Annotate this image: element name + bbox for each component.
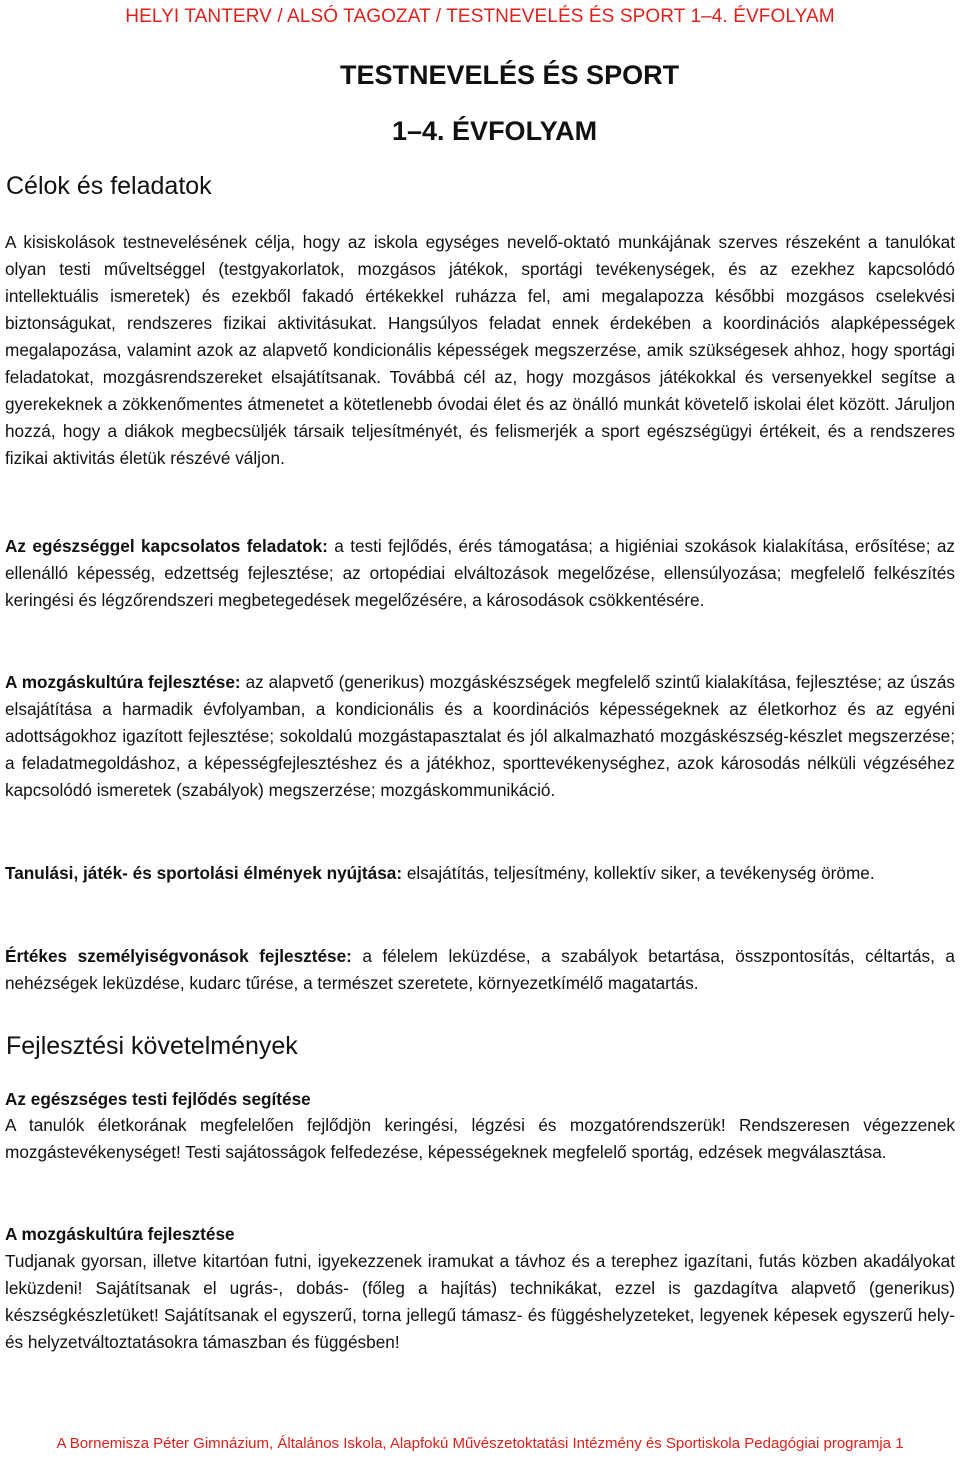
document-title: TESTNEVELÉS ÉS SPORT [340, 60, 680, 90]
running-header: HELYI TANTERV / ALSÓ TAGOZAT / TESTNEVELÉS ÉS SPORT 1–4. ÉVFOLYAM [125, 6, 835, 27]
personality-label: Értékes személyiségvonások fejlesztése: [5, 946, 352, 966]
paragraph-experiences [5, 860, 955, 887]
page-number: 1 [895, 1435, 904, 1452]
experiences-label: Tanulási, játék- és sportolási élmények nyújtása: [5, 863, 403, 883]
section-heading-goals: Célok és feladatok [6, 172, 212, 200]
paragraph-healthy-development: A tanulók életkorának megfelelően fejlődjön keringési, légzési és mozgatórendszerük! Rendszeresen végezzenek mozgástevékenységet! Testi sajátosságok felfedezése, képességeknek megfelelő sportág, edzések megválasztása. [5, 1115, 955, 1162]
subheading-healthy-development: Az egészséges testi fejlődés segítése [5, 1089, 311, 1109]
paragraph-personality [5, 943, 955, 997]
paragraph-intro: A kisiskolások testnevelésének célja, hogy az iskola egységes nevelő-oktató munkájának szerves részeként a tanulókat olyan testi műveltséggel (testgyakorlatok, mozgásos játékok, sportági tevékenységek, és az ezekhez kapcsolódó intellektuális ismeretek) és ezekből fakadó értékekkel ruházza fel, ami megalapozza későbbi mozgásos cselekvési biztonságukat, rendszeres fizikai aktivitásukat. Hangsúlyos feladat ennek érdekében a koordinációs alapképességek megalapozása, valamint azok az alapvető kondicionális képességek megszerzése, amik szükségesek ahhoz, hogy sportági feladatokat, mozgásrendszereket elsajátítsanak. Továbbá cél az, hogy mozgásos játékokkal és versenyekkel segítse a gyerekeknek a zökkenőmentes átmenetet a kötetlenebb óvodai élet és az önálló munkát követelő iskolai élet között. Járuljon hozzá, hogy a diákok megbecsüljék társaik teljesítményét, és felismerjék a sport egészségügyi értékeit, és a rendszeres fizikai aktivitás életük részévé váljon. [5, 232, 955, 468]
health-tasks-text: a testi fejlődés, érés támogatása; a higiéniai szokások kialakítása, erősítése; az ellenálló képesség, edzettség fejlesztése; az ortopédiai elváltozások megelőzése, ellensúlyozása; megfelelő felkészítés keringési és légzőrendszeri megbetegedések megelőzésére, a károsodások csökkentésére. [5, 536, 956, 610]
section-heading-requirements: Fejlesztési követelmények [6, 1032, 298, 1060]
movement-culture-label: A mozgáskultúra fejlesztése: [5, 672, 241, 692]
experiences-text: elsajátítás, teljesítmény, kollektív siker, a tevékenység öröme. [402, 863, 875, 883]
movement-culture-text: az alapvető (generikus) mozgáskészségek megfelelő szintű kialakítása, fejlesztése; az úszás elsajátítása a harmadik évfolyamban, a kondicionális és a koordinációs képességeknek az életkorhoz és az egyéni adottságokhoz igazított fejlesztése; sokoldalú mozgástapasztalat és jól alkalmazható mozgáskészség-készlet megszerzése; a feladatmegoldáshoz, a képességfejlesztéshez és a játékhoz, sporttevékenységhez, azok károsodás nélküli végzéséhez kapcsolódó ismeretek (szabályok) megszerzése; mozgáskommunikáció. [5, 672, 955, 800]
paragraph-health-tasks [5, 533, 955, 614]
paragraph-movement-requirements: Tudjanak gyorsan, illetve kitartóan futni, igyekezzenek iramukat a távhoz és a terephez igazítani, futás közben akadályokat leküzdeni! Sajátítsanak el ugrás-, dobás- (főleg a hajítás) technikákat, ezzel is gazdagítva alapvető (generikus) készségkészletüket! Sajátítsanak el egyszerű, torna jellegű támasz- és függéshelyzeteket, legyenek képesek egyszerű hely- és helyzetváltoztatásokra támaszban és függésben! [5, 1251, 955, 1352]
page-footer [0, 1435, 960, 1452]
personality-text: a félelem leküzdése, a szabályok betartása, összpontosítás, céltartás, a nehézségek leküzdése, kudarc tűrése, a természet szeretete, környezetkímélő magatartás. [5, 946, 955, 993]
subheading-movement-culture: A mozgáskultúra fejlesztése [5, 1224, 235, 1244]
footer-institution: A Bornemisza Péter Gimnázium, Általános Iskola, Alapfokú Művészetoktatási Intézmény és Sportiskola Pedagógiai programja [56, 1435, 892, 1452]
document-grade-range: 1–4. ÉVFOLYAM [392, 116, 598, 146]
paragraph-movement-culture [5, 669, 955, 804]
health-tasks-label: Az egészséggel kapcsolatos feladatok: [5, 536, 328, 556]
